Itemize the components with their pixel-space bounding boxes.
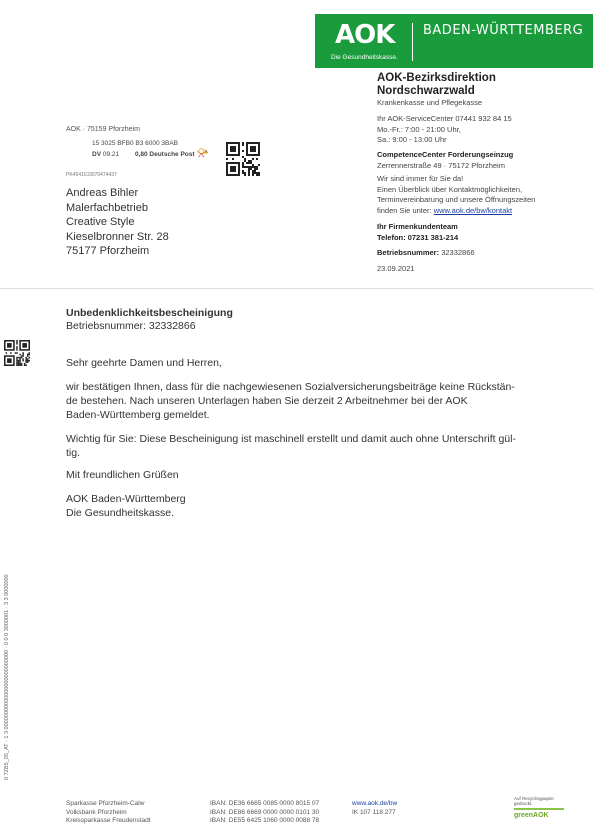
betrieb-block xyxy=(377,248,475,259)
fold-line xyxy=(0,288,593,289)
paragraph-line: tig. xyxy=(66,447,81,459)
side-barcode-text: 0 7ZB5_05_AT · 1 3 00000000000000000000000000 · 0 0 0 3000001 · 3 3 0000000 xyxy=(4,574,10,780)
footer-banks xyxy=(66,800,151,826)
service-info xyxy=(377,114,512,146)
postage-small-code: PK4541103070474437 xyxy=(66,172,117,178)
paragraph-line: Wichtig für Sie: Diese Bescheinigung ist maschinell erstellt und damit auch ohne Unterschrift gül- xyxy=(66,433,516,445)
paragraph-line: de bestehen. Nach unseren Unterlagen haben Sie derzeit 2 Arbeitnehmer bei der AOK xyxy=(66,395,468,407)
footer-ik: IK 107 118 277 xyxy=(352,808,396,816)
letter-subject: Unbedenklichkeitsbescheinigung xyxy=(66,307,233,319)
bank-name: Sparkasse Pforzheim-Calw xyxy=(66,800,145,807)
qr-code-postage xyxy=(226,142,260,176)
office-subtitle: Krankenkasse und Pflegekasse xyxy=(377,98,483,107)
info-line2: Einen Überblick über Kontaktmöglichkeiten, xyxy=(377,184,523,194)
green-swoosh-icon xyxy=(514,808,564,810)
paragraph-line: wir bestätigen Ihnen, dass für die nachgewiesenen Sozialversicherungsbeiträge keine Rückstän- xyxy=(66,381,515,393)
hours-weekday: Mo.-Fr.: 7:00 - 21:00 Uhr, xyxy=(377,124,461,134)
recipient-line: 75177 Pforzheim xyxy=(66,245,150,257)
office-title xyxy=(377,72,496,98)
footer-ibans xyxy=(210,800,319,826)
aok-logo-banner xyxy=(315,14,593,68)
recipient-line: Andreas Bihler xyxy=(66,187,139,199)
sender-line: AOK · 75159 Pforzheim xyxy=(66,126,140,133)
signature-line: Die Gesundheitskasse. xyxy=(66,507,174,519)
aok-logo: AOK xyxy=(335,20,395,50)
iban: IBAN: DE55 6425 1060 0000 0088 78 xyxy=(210,817,320,824)
contact-link[interactable]: www.aok.de/bw/kontakt xyxy=(433,205,513,215)
footer-link[interactable]: www.aok.de/bw xyxy=(352,800,398,807)
bank-name: Kreissparkasse Freudenstadt xyxy=(66,817,151,824)
qr-code-side xyxy=(4,340,30,366)
paragraph-line: Baden-Württemberg gemeldet. xyxy=(66,409,210,421)
service-line: Ihr AOK-ServiceCenter 07441 932 84 15 xyxy=(377,114,512,123)
postage-code: 15 3025 BFB0 B3 6000 3BAB xyxy=(92,140,179,147)
letter-betriebsnummer: Betriebsnummer: 32332866 xyxy=(66,320,196,332)
recipient-line: Creative Style xyxy=(66,216,135,228)
post-horn-icon: 📯 xyxy=(196,148,209,159)
green-aok-badge xyxy=(514,796,564,821)
cc-address: Zerrennerstraße 49 · 75172 Pforzheim xyxy=(377,160,505,170)
postage-dv-num: 09.21 xyxy=(102,151,120,158)
contact-info xyxy=(377,174,535,216)
team-block xyxy=(377,222,458,243)
letter-paragraph-1 xyxy=(66,380,536,422)
info-line3: Terminvereinbarung und unsere Öffnungszeiten xyxy=(377,195,536,204)
cc-block xyxy=(377,150,513,171)
team-phone: Telefon: 07231 381-214 xyxy=(377,232,459,242)
logo-tagline: Die Gesundheitskasse. xyxy=(331,54,398,61)
info-prefix: finden Sie unter: xyxy=(377,205,432,215)
info-line1: Wir sind immer für Sie da! xyxy=(377,174,464,183)
letter-date: 23.09.2021 xyxy=(377,264,415,273)
iban: IBAN: DE86 6669 0000 0000 0101 30 xyxy=(210,808,320,816)
green-brand: greenAOK xyxy=(514,812,549,819)
postage-dv: DV xyxy=(92,151,102,158)
letter-signature xyxy=(66,492,536,520)
footer-web xyxy=(352,800,397,817)
betrieb-label: Betriebsnummer: xyxy=(377,248,440,257)
postage-mark xyxy=(92,148,209,159)
hours-saturday: Sa.: 9:00 - 13:00 Uhr xyxy=(377,135,447,144)
office-title-line2: Nordschwarzwald xyxy=(377,85,475,97)
postage-price: 0,80 Deutsche Post xyxy=(134,151,195,158)
green-note: Auf Recyclingpapier gedruckt. xyxy=(514,796,555,806)
cc-title: CompetenceCenter Forderungseinzug xyxy=(377,150,514,159)
office-title-line1: AOK-Bezirksdirektion xyxy=(377,72,496,84)
recipient-line: Malerfachbetrieb xyxy=(66,201,148,214)
signature-line: AOK Baden-Württemberg xyxy=(66,493,186,505)
logo-divider xyxy=(412,23,413,61)
letter-closing: Mit freundlichen Grüßen xyxy=(66,469,179,481)
iban: IBAN: DE36 6665 0085 0000 8015 07 xyxy=(210,800,320,807)
bank-name: Volksbank Pforzheim xyxy=(66,808,127,816)
letter-paragraph-2 xyxy=(66,432,536,460)
team-title: Ihr Firmenkundenteam xyxy=(377,222,458,231)
logo-region: BADEN-WÜRTTEMBERG xyxy=(423,23,584,38)
recipient-address xyxy=(66,186,169,259)
betrieb-value: 32332866 xyxy=(441,248,475,257)
recipient-line: Kieselbronner Str. 28 xyxy=(66,230,169,243)
letter-salutation: Sehr geehrte Damen und Herren, xyxy=(66,357,222,369)
